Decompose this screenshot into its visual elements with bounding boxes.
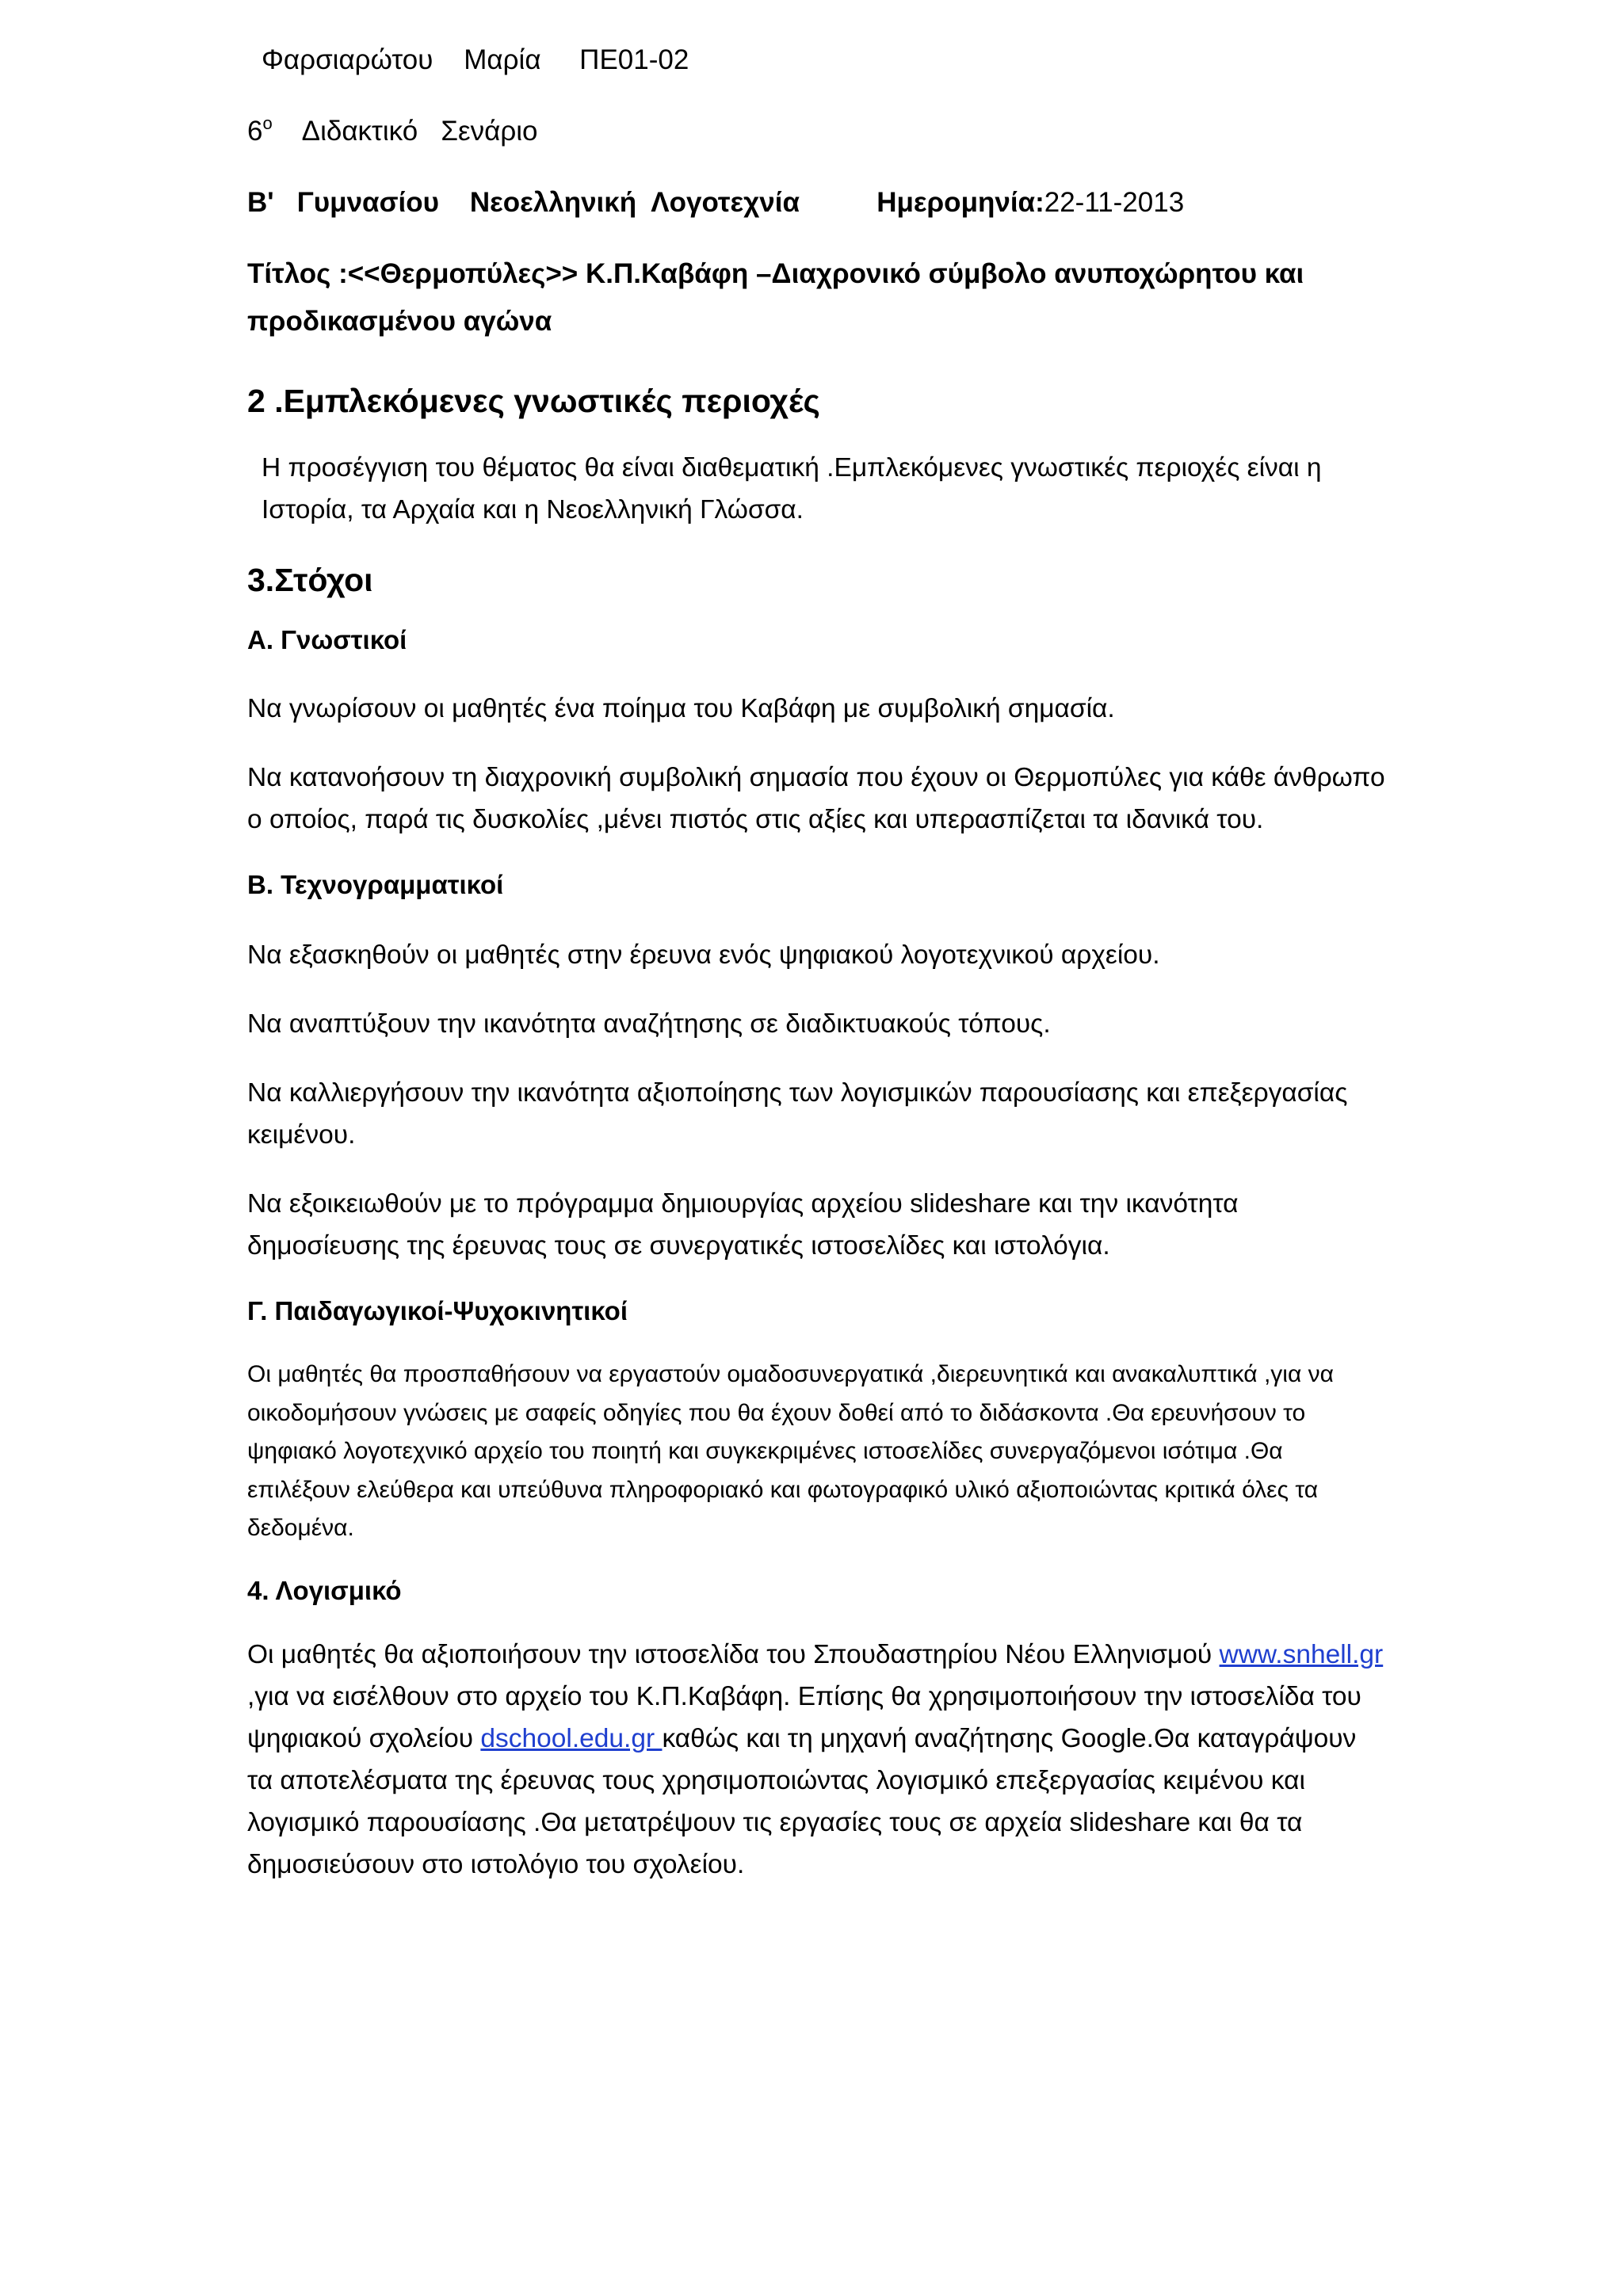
goals-b-heading: Β. Τεχνογραμματικοί	[247, 870, 504, 899]
goals-b-item-2: Να αναπτύξουν την ικανότητα αναζήτησης σε διαδικτυακούς τόπους.	[247, 1009, 1051, 1039]
document-page	[247, 40, 1388, 1886]
goals-b-item-3: Να καλλιεργήσουν την ικανότητα αξιοποίησης των λογισμικών παρουσίασης και επεξεργασίας κειμένου.	[247, 1078, 1348, 1150]
date-value: 22-11-2013	[1044, 187, 1185, 218]
author-line: Φαρσιαρώτου Μαρία ΠΕ01-02	[262, 44, 689, 75]
dschool-link[interactable]: dschool.edu.gr	[480, 1723, 663, 1753]
goals-c-text: Οι μαθητές θα προσπαθήσουν να εργαστούν ομαδοσυνεργατικά ,διερευνητικά και ανακαλυπτικά ,για να οικοδομήσουν γνώσεις με σαφείς οδηγίες που θα έχουν δοθεί από το διδάσκοντα .Θα ερευνήσουν το ψηφιακό λογοτεχνικό αρχείο του ποιητή και συγκεκριμένες ιστοσελίδες συνεργαζόμενοι ισότιμα .Θα επιλέξουν ελεύθερα και υπεύθυνα πληροφοριακό και φωτογραφικό υλικό αξιοποιώντας κριτικά όλες τα δεδομένα.	[247, 1361, 1334, 1541]
goals-a-heading: Α. Γνωστικοί	[247, 625, 407, 654]
section-2-heading: 2 .Εμπλεκόμενες γνωστικές περιοχές	[247, 383, 820, 419]
goals-a-item-2: Να κατανοήσουν τη διαχρονική συμβολική σημασία που έχουν οι Θερμοπύλες για κάθε άνθρωπο ο οποίος, παρά τις δυσκολίες ,μένει πιστός στις αξίες και υπερασπίζεται τα ιδανικά του.	[247, 763, 1385, 834]
software-text-1: Οι μαθητές θα αξιοποιήσουν την ιστοσελίδα του Σπουδαστηρίου Νέου Ελληνισμού	[247, 1639, 1220, 1669]
document-title: Τίτλος :<<Θερμοπύλες>> Κ.Π.Καβάφη –Διαχρονικό σύμβολο ανυποχώρητου και προδικασμένου αγώνα	[247, 258, 1304, 337]
scenario-ordinal: ο	[262, 113, 273, 133]
class-line	[247, 182, 1388, 223]
goals-c-heading: Γ. Παιδαγωγικοί-Ψυχοκινητικοί	[247, 1296, 628, 1325]
goals-a-item-1: Να γνωρίσουν οι μαθητές ένα ποίημα του Καβάφη με συμβολική σημασία.	[247, 694, 1115, 723]
scenario-label: Διδακτικό Σενάριο	[272, 116, 538, 147]
goals-b-item-4: Να εξοικειωθούν με το πρόγραμμα δημιουργίας αρχείου slideshare και την ικανότητα δημοσίευσης της έρευνας τους σε συνεργατικές ιστοσελίδες και ιστολόγια.	[247, 1189, 1239, 1261]
scenario-number: 6	[247, 116, 263, 147]
section-3-heading: 3.Στόχοι	[247, 562, 373, 598]
section-2-text: Η προσέγγιση του θέματος θα είναι διαθεματική .Εμπλεκόμενες γνωστικές περιοχές είναι η Ιστορία, τα Αρχαία και η Νεοελληνική Γλώσσα.	[262, 453, 1322, 524]
section-4-text	[247, 1634, 1388, 1886]
software-text-2: ,για να εισέλθουν στο αρχείο του Κ.Π.Καβάφη. Επίσης θα χρησιμοποιήσουν την ιστοσελίδα του ψηφιακού σχολείου	[247, 1681, 1361, 1753]
section-4-heading: 4. Λογισμικό	[247, 1575, 402, 1605]
snhell-link[interactable]: www.snhell.gr	[1219, 1639, 1384, 1669]
software-text-3: καθώς και τη μηχανή αναζήτησης Google.Θα καταγράψουν τα αποτελέσματα της έρευνας τους χρησιμοποιώντας λογισμικό επεξεργασίας κειμένου και λογισμικό παρουσίασης .Θα μετατρέψουν τις εργασίες τους σε αρχεία slideshare και θα τα δημοσιεύσουν στο ιστολόγιο του σχολείου.	[247, 1723, 1357, 1879]
goals-b-item-1: Να εξασκηθούν οι μαθητές στην έρευνα ενός ψηφιακού λογοτεχνικού αρχείου.	[247, 940, 1160, 970]
scenario-line	[247, 111, 1388, 152]
class-label: Β' Γυμνασίου Νεοελληνική Λογοτεχνία Ημερομηνία:	[247, 187, 1044, 218]
